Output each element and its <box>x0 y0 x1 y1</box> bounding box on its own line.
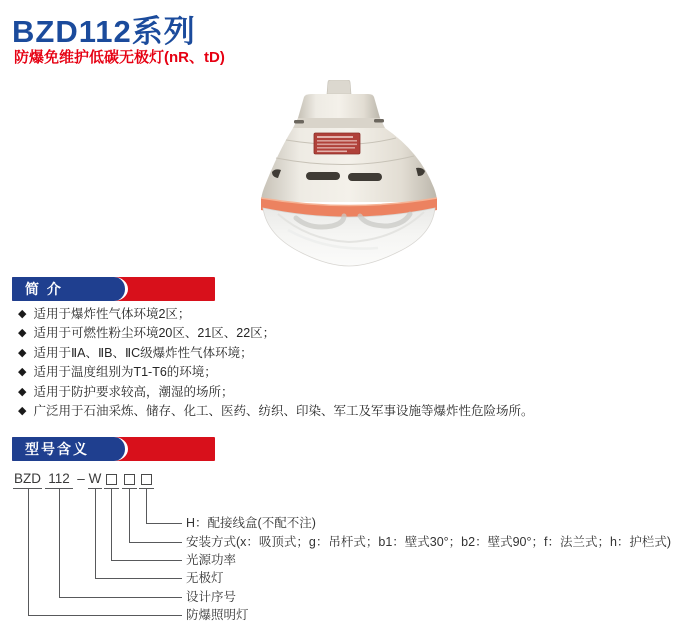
page-subtitle: 防爆免维护低碳无极灯(nR、tD) <box>14 49 225 66</box>
section-banner-blue-shape <box>12 277 128 301</box>
model-code-box <box>106 474 117 485</box>
lamp-illustration <box>248 80 452 270</box>
section-banner-blue-shape <box>12 437 128 461</box>
model-label-explosion-proof: 防爆照明灯 <box>186 608 249 622</box>
lamp-nameplate <box>314 133 360 154</box>
model-label-junction-box: H：配接线盒(不配不注) <box>186 516 316 530</box>
bullet-text: 适用于爆炸性气体环境2区； <box>33 307 191 321</box>
model-code-series: 112 <box>45 471 73 489</box>
model-code-lamp: W <box>88 471 102 489</box>
diamond-bullet-icon: ◆ <box>18 366 27 379</box>
model-code-prefix: BZD <box>13 471 42 489</box>
intro-heading: 简 介 <box>25 281 63 297</box>
bullet-text: 适用于温度组别为T1-T6的环境； <box>33 365 217 380</box>
model-code-box-slot <box>122 471 137 489</box>
list-item <box>18 324 673 343</box>
model-code-box-slot <box>104 471 119 489</box>
bullet-text: 适用于防护要求较高，潮湿的场所； <box>33 384 234 399</box>
model-heading: 型号含义 <box>25 441 89 457</box>
bullet-text: 适用于ⅡA、ⅡB、ⅡC级爆炸性气体环境； <box>33 345 253 360</box>
model-label-mounting: 安装方式(x：吸顶式；g：吊杆式；b1：壁式30°；b2：壁式90°；f：法兰式；h：护栏式) <box>186 535 672 549</box>
model-code-dash: – <box>77 471 85 486</box>
section-banner-model <box>12 437 215 461</box>
list-item <box>18 363 673 382</box>
list-item <box>18 305 673 324</box>
bullet-text: 广泛用于石油采炼、储存、化工、医药、纺织、印染、军工及军事设施等爆炸性危险场所。 <box>33 404 534 419</box>
product-photo-lamp <box>248 80 452 270</box>
list-item <box>18 383 673 402</box>
connector-line <box>28 489 182 616</box>
model-label-induction-lamp: 无极灯 <box>186 571 224 585</box>
model-label-design-serial: 设计序号 <box>186 590 237 604</box>
page-title: BZD112系列 <box>12 14 196 49</box>
diamond-bullet-icon: ◆ <box>18 385 27 398</box>
diamond-bullet-icon: ◆ <box>18 405 27 418</box>
model-code-box <box>124 474 135 485</box>
diamond-bullet-icon: ◆ <box>18 346 27 359</box>
diamond-bullet-icon: ◆ <box>18 327 27 340</box>
section-banner-intro <box>12 277 215 301</box>
model-label-power: 光源功率 <box>186 553 237 567</box>
model-code-box-slot <box>139 471 154 489</box>
list-item <box>18 344 673 363</box>
diamond-bullet-icon: ◆ <box>18 308 27 320</box>
list-item <box>18 402 673 421</box>
bullet-text: 适用于可燃性粉尘环境20区、21区、22区； <box>33 326 276 341</box>
model-code-box <box>141 474 152 485</box>
intro-bullet-list <box>18 305 673 421</box>
